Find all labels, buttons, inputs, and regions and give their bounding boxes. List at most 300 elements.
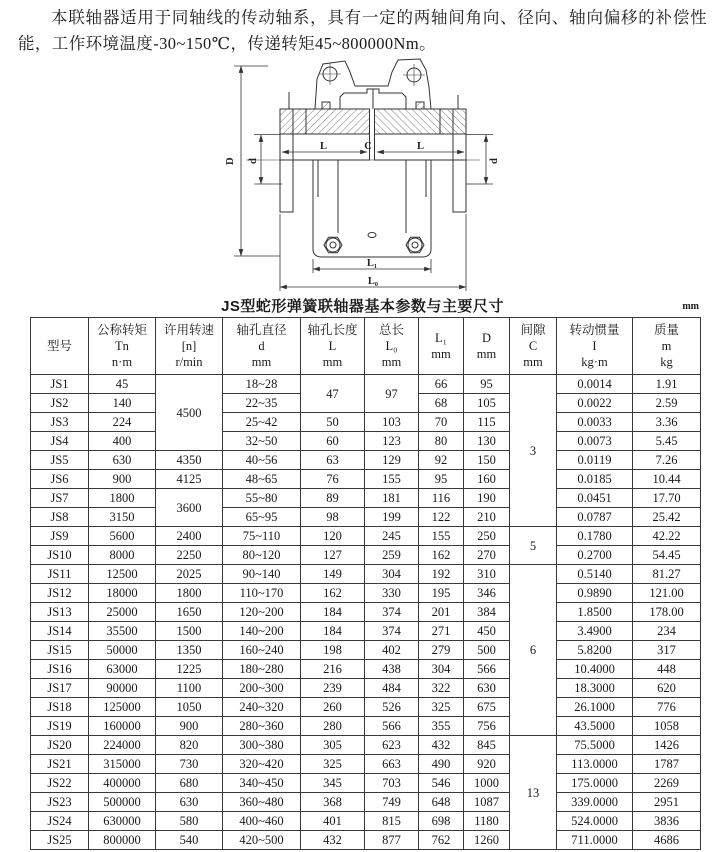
cell-nominal-torque: 630 bbox=[89, 451, 156, 470]
dim-label-d-right: d bbox=[488, 158, 500, 164]
cell-total-length: 877 bbox=[365, 831, 419, 850]
spec-table-head bbox=[31, 318, 701, 375]
cell-bore-diameter: 65~95 bbox=[223, 508, 301, 527]
cell-total-length: 484 bbox=[365, 679, 419, 698]
table-row bbox=[31, 641, 701, 660]
cell-bore-length: 162 bbox=[301, 584, 365, 603]
cell-outer-diameter: 1260 bbox=[464, 831, 510, 850]
cell-outer-diameter: 190 bbox=[464, 489, 510, 508]
table-title-row bbox=[0, 295, 725, 314]
cell-allowable-speed: 630 bbox=[156, 793, 223, 812]
cell-inertia: 175.0000 bbox=[557, 774, 633, 793]
cell-outer-diameter: 310 bbox=[464, 565, 510, 584]
cell-nominal-torque: 3150 bbox=[89, 508, 156, 527]
spec-table-body bbox=[31, 375, 701, 850]
cell-total-length: 526 bbox=[365, 698, 419, 717]
cell-bore-diameter: 360~480 bbox=[223, 793, 301, 812]
cell-outer-diameter: 756 bbox=[464, 717, 510, 736]
cell-total-length: 566 bbox=[365, 717, 419, 736]
cell-model: JS18 bbox=[31, 698, 89, 717]
cell-bore-diameter: 90~140 bbox=[223, 565, 301, 584]
cell-l1: 155 bbox=[419, 527, 464, 546]
cell-outer-diameter: 150 bbox=[464, 451, 510, 470]
cell-bore-diameter: 180~280 bbox=[223, 660, 301, 679]
cell-mass: 1.91 bbox=[633, 375, 701, 394]
cell-model: JS2 bbox=[31, 394, 89, 413]
cell-allowable-speed: 3600 bbox=[156, 489, 223, 527]
cell-inertia: 0.5140 bbox=[557, 565, 633, 584]
cell-total-length: 103 bbox=[365, 413, 419, 432]
cell-bore-length: 149 bbox=[301, 565, 365, 584]
cell-inertia: 43.5000 bbox=[557, 717, 633, 736]
cell-mass: 448 bbox=[633, 660, 701, 679]
cell-bore-length: 280 bbox=[301, 717, 365, 736]
cell-allowable-speed: 680 bbox=[156, 774, 223, 793]
cell-l1: 192 bbox=[419, 565, 464, 584]
cell-l1: 304 bbox=[419, 660, 464, 679]
cell-l1: 322 bbox=[419, 679, 464, 698]
cell-bore-length: 63 bbox=[301, 451, 365, 470]
cell-mass: 3836 bbox=[633, 812, 701, 831]
cell-inertia: 0.0119 bbox=[557, 451, 633, 470]
cell-allowable-speed: 1350 bbox=[156, 641, 223, 660]
cell-outer-diameter: 630 bbox=[464, 679, 510, 698]
table-row bbox=[31, 812, 701, 831]
cell-inertia: 10.4000 bbox=[557, 660, 633, 679]
cell-total-length: 815 bbox=[365, 812, 419, 831]
cell-total-length: 155 bbox=[365, 470, 419, 489]
cell-inertia: 113.0000 bbox=[557, 755, 633, 774]
cell-l1: 116 bbox=[419, 489, 464, 508]
cell-nominal-torque: 140 bbox=[89, 394, 156, 413]
cell-model: JS9 bbox=[31, 527, 89, 546]
cell-inertia: 339.0000 bbox=[557, 793, 633, 812]
cell-nominal-torque: 630000 bbox=[89, 812, 156, 831]
dim-label-C: C bbox=[363, 141, 372, 152]
cell-allowable-speed: 2025 bbox=[156, 565, 223, 584]
cell-outer-diameter: 566 bbox=[464, 660, 510, 679]
cell-inertia: 0.0787 bbox=[557, 508, 633, 527]
cell-model: JS17 bbox=[31, 679, 89, 698]
dim-label-L1: L₁ bbox=[366, 258, 377, 269]
cell-mass: 7.26 bbox=[633, 451, 701, 470]
cell-inertia: 0.9890 bbox=[557, 584, 633, 603]
table-unit-label: mm bbox=[682, 301, 699, 312]
cell-outer-diameter: 1087 bbox=[464, 793, 510, 812]
cell-outer-diameter: 1180 bbox=[464, 812, 510, 831]
cell-gap-c: 5 bbox=[510, 527, 557, 565]
cell-nominal-torque: 5600 bbox=[89, 527, 156, 546]
dim-label-D: D bbox=[224, 157, 236, 165]
cell-outer-diameter: 115 bbox=[464, 413, 510, 432]
cell-bore-diameter: 32~50 bbox=[223, 432, 301, 451]
cell-mass: 121.00 bbox=[633, 584, 701, 603]
cell-bore-diameter: 40~56 bbox=[223, 451, 301, 470]
cell-nominal-torque: 50000 bbox=[89, 641, 156, 660]
cell-bore-diameter: 240~320 bbox=[223, 698, 301, 717]
cell-nominal-torque: 224000 bbox=[89, 736, 156, 755]
table-row bbox=[31, 508, 701, 527]
cell-nominal-torque: 12500 bbox=[89, 565, 156, 584]
col-header-outer-diameter: D mm bbox=[464, 318, 510, 375]
cell-allowable-speed: 580 bbox=[156, 812, 223, 831]
cell-allowable-speed: 1500 bbox=[156, 622, 223, 641]
cell-model: JS3 bbox=[31, 413, 89, 432]
cell-bore-diameter: 75~110 bbox=[223, 527, 301, 546]
cell-bore-diameter: 400~460 bbox=[223, 812, 301, 831]
cell-nominal-torque: 8000 bbox=[89, 546, 156, 565]
coupling-drawing bbox=[218, 57, 508, 295]
table-row bbox=[31, 774, 701, 793]
cell-outer-diameter: 250 bbox=[464, 527, 510, 546]
col-header-total-length: 总长 L₀ mm bbox=[365, 318, 419, 375]
cell-bore-length: 401 bbox=[301, 812, 365, 831]
cell-outer-diameter: 130 bbox=[464, 432, 510, 451]
cell-total-length: 749 bbox=[365, 793, 419, 812]
cell-total-length: 245 bbox=[365, 527, 419, 546]
cell-bore-length: 50 bbox=[301, 413, 365, 432]
cell-model: JS24 bbox=[31, 812, 89, 831]
cell-l1: 355 bbox=[419, 717, 464, 736]
cell-mass: 317 bbox=[633, 641, 701, 660]
cell-bore-length: 47 bbox=[301, 375, 365, 413]
cell-bore-length: 60 bbox=[301, 432, 365, 451]
cell-inertia: 0.0022 bbox=[557, 394, 633, 413]
cell-inertia: 0.0073 bbox=[557, 432, 633, 451]
cell-bore-diameter: 22~35 bbox=[223, 394, 301, 413]
cell-model: JS4 bbox=[31, 432, 89, 451]
cell-allowable-speed: 1225 bbox=[156, 660, 223, 679]
cell-total-length: 663 bbox=[365, 755, 419, 774]
cell-total-length: 402 bbox=[365, 641, 419, 660]
table-row bbox=[31, 413, 701, 432]
cell-nominal-torque: 25000 bbox=[89, 603, 156, 622]
cell-mass: 25.42 bbox=[633, 508, 701, 527]
cell-l1: 195 bbox=[419, 584, 464, 603]
cell-total-length: 623 bbox=[365, 736, 419, 755]
cell-outer-diameter: 920 bbox=[464, 755, 510, 774]
cell-model: JS1 bbox=[31, 375, 89, 394]
cell-nominal-torque: 400 bbox=[89, 432, 156, 451]
table-row bbox=[31, 432, 701, 451]
dimension-labels bbox=[225, 141, 500, 287]
cell-outer-diameter: 95 bbox=[464, 375, 510, 394]
table-row bbox=[31, 755, 701, 774]
table-row bbox=[31, 527, 701, 546]
table-row bbox=[31, 622, 701, 641]
cell-inertia: 75.5000 bbox=[557, 736, 633, 755]
cell-allowable-speed: 4350 bbox=[156, 451, 223, 470]
cell-l1: 201 bbox=[419, 603, 464, 622]
cell-outer-diameter: 1000 bbox=[464, 774, 510, 793]
cell-nominal-torque: 500000 bbox=[89, 793, 156, 812]
cell-mass: 1787 bbox=[633, 755, 701, 774]
cell-total-length: 330 bbox=[365, 584, 419, 603]
cell-inertia: 0.0014 bbox=[557, 375, 633, 394]
cell-outer-diameter: 270 bbox=[464, 546, 510, 565]
table-row bbox=[31, 793, 701, 812]
cell-l1: 698 bbox=[419, 812, 464, 831]
cell-model: JS11 bbox=[31, 565, 89, 584]
col-header-allowable-speed: 许用转速 [n] r/min bbox=[156, 318, 223, 375]
cell-model: JS23 bbox=[31, 793, 89, 812]
cell-l1: 762 bbox=[419, 831, 464, 850]
cell-bore-length: 216 bbox=[301, 660, 365, 679]
cell-total-length: 438 bbox=[365, 660, 419, 679]
cell-mass: 42.22 bbox=[633, 527, 701, 546]
cell-model: JS21 bbox=[31, 755, 89, 774]
cell-bore-length: 184 bbox=[301, 622, 365, 641]
cell-bore-length: 198 bbox=[301, 641, 365, 660]
cell-inertia: 5.8200 bbox=[557, 641, 633, 660]
coupling-section-svg bbox=[218, 57, 508, 295]
cell-bore-diameter: 420~500 bbox=[223, 831, 301, 850]
cell-mass: 178.00 bbox=[633, 603, 701, 622]
cell-bore-length: 260 bbox=[301, 698, 365, 717]
cell-nominal-torque: 90000 bbox=[89, 679, 156, 698]
cell-allowable-speed: 730 bbox=[156, 755, 223, 774]
table-row bbox=[31, 660, 701, 679]
cell-mass: 3.36 bbox=[633, 413, 701, 432]
cell-inertia: 1.8500 bbox=[557, 603, 633, 622]
cell-nominal-torque: 63000 bbox=[89, 660, 156, 679]
cell-outer-diameter: 500 bbox=[464, 641, 510, 660]
cell-model: JS12 bbox=[31, 584, 89, 603]
cell-nominal-torque: 224 bbox=[89, 413, 156, 432]
cell-total-length: 304 bbox=[365, 565, 419, 584]
cell-model: JS19 bbox=[31, 717, 89, 736]
cell-mass: 2.59 bbox=[633, 394, 701, 413]
cell-bore-length: 184 bbox=[301, 603, 365, 622]
dim-label-L-left: L bbox=[319, 141, 327, 152]
col-header-l1: L₁ mm bbox=[419, 318, 464, 375]
table-row bbox=[31, 679, 701, 698]
cell-nominal-torque: 160000 bbox=[89, 717, 156, 736]
cell-nominal-torque: 315000 bbox=[89, 755, 156, 774]
cell-mass: 17.70 bbox=[633, 489, 701, 508]
cell-mass: 234 bbox=[633, 622, 701, 641]
cell-outer-diameter: 346 bbox=[464, 584, 510, 603]
cell-allowable-speed: 1800 bbox=[156, 584, 223, 603]
housing-shroud bbox=[289, 59, 458, 109]
cell-inertia: 711.0000 bbox=[557, 831, 633, 850]
table-title: JS型蛇形弹簧联轴器基本参数与主要尺寸 bbox=[221, 298, 504, 315]
cell-total-length: 199 bbox=[365, 508, 419, 527]
cell-l1: 92 bbox=[419, 451, 464, 470]
cell-mass: 5.45 bbox=[633, 432, 701, 451]
cell-l1: 162 bbox=[419, 546, 464, 565]
cell-nominal-torque: 18000 bbox=[89, 584, 156, 603]
cell-total-length: 703 bbox=[365, 774, 419, 793]
cell-total-length: 374 bbox=[365, 622, 419, 641]
cell-l1: 95 bbox=[419, 470, 464, 489]
cell-nominal-torque: 35500 bbox=[89, 622, 156, 641]
cell-bore-length: 345 bbox=[301, 774, 365, 793]
cell-bore-diameter: 55~80 bbox=[223, 489, 301, 508]
cell-model: JS25 bbox=[31, 831, 89, 850]
cell-mass: 2269 bbox=[633, 774, 701, 793]
cell-mass: 54.45 bbox=[633, 546, 701, 565]
cell-bore-diameter: 18~28 bbox=[223, 375, 301, 394]
cell-inertia: 3.4900 bbox=[557, 622, 633, 641]
cell-allowable-speed: 1050 bbox=[156, 698, 223, 717]
cell-nominal-torque: 1800 bbox=[89, 489, 156, 508]
cell-bore-length: 89 bbox=[301, 489, 365, 508]
col-header-mass: 质量 m kg bbox=[633, 318, 701, 375]
cell-l1: 490 bbox=[419, 755, 464, 774]
dim-label-d-left: d bbox=[247, 158, 259, 164]
cell-l1: 80 bbox=[419, 432, 464, 451]
cell-allowable-speed: 4125 bbox=[156, 470, 223, 489]
cell-l1: 66 bbox=[419, 375, 464, 394]
cell-l1: 546 bbox=[419, 774, 464, 793]
cell-total-length: 123 bbox=[365, 432, 419, 451]
cell-total-length: 181 bbox=[365, 489, 419, 508]
intro-paragraph: 本联轴器适用于同轴线的传动轴系，具有一定的两轴间角向、径向、轴向偏移的补偿性能，工作环境温度-30~150℃，传递转矩45~800000Nm。 bbox=[18, 8, 707, 53]
cell-l1: 122 bbox=[419, 508, 464, 527]
cell-inertia: 0.0451 bbox=[557, 489, 633, 508]
cell-model: JS13 bbox=[31, 603, 89, 622]
cell-model: JS10 bbox=[31, 546, 89, 565]
cell-nominal-torque: 900 bbox=[89, 470, 156, 489]
cell-l1: 279 bbox=[419, 641, 464, 660]
col-header-nominal-torque: 公称转矩 Tn n·m bbox=[89, 318, 156, 375]
cell-outer-diameter: 384 bbox=[464, 603, 510, 622]
cell-allowable-speed: 900 bbox=[156, 717, 223, 736]
cell-bore-length: 239 bbox=[301, 679, 365, 698]
col-header-gap-c: 间隙 C mm bbox=[510, 318, 557, 375]
cell-bore-diameter: 340~450 bbox=[223, 774, 301, 793]
table-row bbox=[31, 375, 701, 394]
cell-bore-length: 127 bbox=[301, 546, 365, 565]
cell-model: JS6 bbox=[31, 470, 89, 489]
cell-nominal-torque: 125000 bbox=[89, 698, 156, 717]
cell-model: JS15 bbox=[31, 641, 89, 660]
cell-model: JS16 bbox=[31, 660, 89, 679]
cell-total-length: 259 bbox=[365, 546, 419, 565]
table-row bbox=[31, 489, 701, 508]
cell-l1: 325 bbox=[419, 698, 464, 717]
cell-bore-diameter: 320~420 bbox=[223, 755, 301, 774]
cell-allowable-speed: 4500 bbox=[156, 375, 223, 451]
cell-mass: 4686 bbox=[633, 831, 701, 850]
cell-bore-diameter: 80~120 bbox=[223, 546, 301, 565]
cell-bore-length: 432 bbox=[301, 831, 365, 850]
table-row bbox=[31, 831, 701, 850]
cell-bore-length: 120 bbox=[301, 527, 365, 546]
cell-outer-diameter: 675 bbox=[464, 698, 510, 717]
cell-bore-length: 325 bbox=[301, 755, 365, 774]
cell-outer-diameter: 105 bbox=[464, 394, 510, 413]
table-row bbox=[31, 717, 701, 736]
cell-outer-diameter: 845 bbox=[464, 736, 510, 755]
cell-mass: 1426 bbox=[633, 736, 701, 755]
table-row bbox=[31, 546, 701, 565]
cell-nominal-torque: 45 bbox=[89, 375, 156, 394]
cell-total-length: 374 bbox=[365, 603, 419, 622]
cell-inertia: 0.1780 bbox=[557, 527, 633, 546]
cell-mass: 1058 bbox=[633, 717, 701, 736]
cell-outer-diameter: 160 bbox=[464, 470, 510, 489]
cell-bore-length: 76 bbox=[301, 470, 365, 489]
cell-outer-diameter: 210 bbox=[464, 508, 510, 527]
cell-inertia: 0.0185 bbox=[557, 470, 633, 489]
table-row bbox=[31, 451, 701, 470]
table-row bbox=[31, 603, 701, 622]
cell-mass: 776 bbox=[633, 698, 701, 717]
table-row bbox=[31, 698, 701, 717]
cell-inertia: 18.3000 bbox=[557, 679, 633, 698]
cell-model: JS8 bbox=[31, 508, 89, 527]
cell-allowable-speed: 1100 bbox=[156, 679, 223, 698]
dim-label-L-right: L bbox=[416, 141, 424, 152]
cell-inertia: 0.2700 bbox=[557, 546, 633, 565]
cell-bore-length: 305 bbox=[301, 736, 365, 755]
cell-inertia: 524.0000 bbox=[557, 812, 633, 831]
cell-model: JS7 bbox=[31, 489, 89, 508]
lower-housing bbox=[280, 160, 466, 257]
cell-nominal-torque: 400000 bbox=[89, 774, 156, 793]
col-header-bore-diameter: 轴孔直径 d mm bbox=[223, 318, 301, 375]
cell-inertia: 26.1000 bbox=[557, 698, 633, 717]
cell-allowable-speed: 1650 bbox=[156, 603, 223, 622]
cell-l1: 68 bbox=[419, 394, 464, 413]
cell-gap-c: 6 bbox=[510, 565, 557, 736]
cell-l1: 271 bbox=[419, 622, 464, 641]
col-header-inertia: 转动惯量 I kg·m bbox=[557, 318, 633, 375]
cell-mass: 2951 bbox=[633, 793, 701, 812]
cell-model: JS5 bbox=[31, 451, 89, 470]
table-row bbox=[31, 736, 701, 755]
table-row bbox=[31, 584, 701, 603]
cell-inertia: 0.0033 bbox=[557, 413, 633, 432]
cell-bore-diameter: 300~380 bbox=[223, 736, 301, 755]
table-row bbox=[31, 470, 701, 489]
cell-allowable-speed: 540 bbox=[156, 831, 223, 850]
cell-l1: 648 bbox=[419, 793, 464, 812]
cell-gap-c: 13 bbox=[510, 736, 557, 850]
cell-outer-diameter: 450 bbox=[464, 622, 510, 641]
cell-mass: 10.44 bbox=[633, 470, 701, 489]
cell-mass: 81.27 bbox=[633, 565, 701, 584]
cell-bore-length: 98 bbox=[301, 508, 365, 527]
cell-bore-diameter: 110~170 bbox=[223, 584, 301, 603]
cell-allowable-speed: 820 bbox=[156, 736, 223, 755]
cell-bore-length: 368 bbox=[301, 793, 365, 812]
cell-bore-diameter: 25~42 bbox=[223, 413, 301, 432]
col-header-model: 型号 bbox=[31, 318, 89, 375]
cell-allowable-speed: 2400 bbox=[156, 527, 223, 546]
cell-bore-diameter: 280~360 bbox=[223, 717, 301, 736]
cell-model: JS22 bbox=[31, 774, 89, 793]
cell-l1: 432 bbox=[419, 736, 464, 755]
cell-total-length: 129 bbox=[365, 451, 419, 470]
cell-model: JS14 bbox=[31, 622, 89, 641]
table-row bbox=[31, 565, 701, 584]
cell-l1: 70 bbox=[419, 413, 464, 432]
dim-label-L0: L₀ bbox=[367, 276, 378, 287]
cell-bore-diameter: 160~240 bbox=[223, 641, 301, 660]
cell-model: JS20 bbox=[31, 736, 89, 755]
bolt-crosshairs bbox=[319, 63, 425, 86]
cell-nominal-torque: 800000 bbox=[89, 831, 156, 850]
spec-table bbox=[30, 317, 701, 850]
cell-bore-diameter: 120~200 bbox=[223, 603, 301, 622]
cell-allowable-speed: 2250 bbox=[156, 546, 223, 565]
cell-gap-c: 3 bbox=[510, 375, 557, 527]
col-header-bore-length: 轴孔长度 L mm bbox=[301, 318, 365, 375]
cell-bore-diameter: 48~65 bbox=[223, 470, 301, 489]
